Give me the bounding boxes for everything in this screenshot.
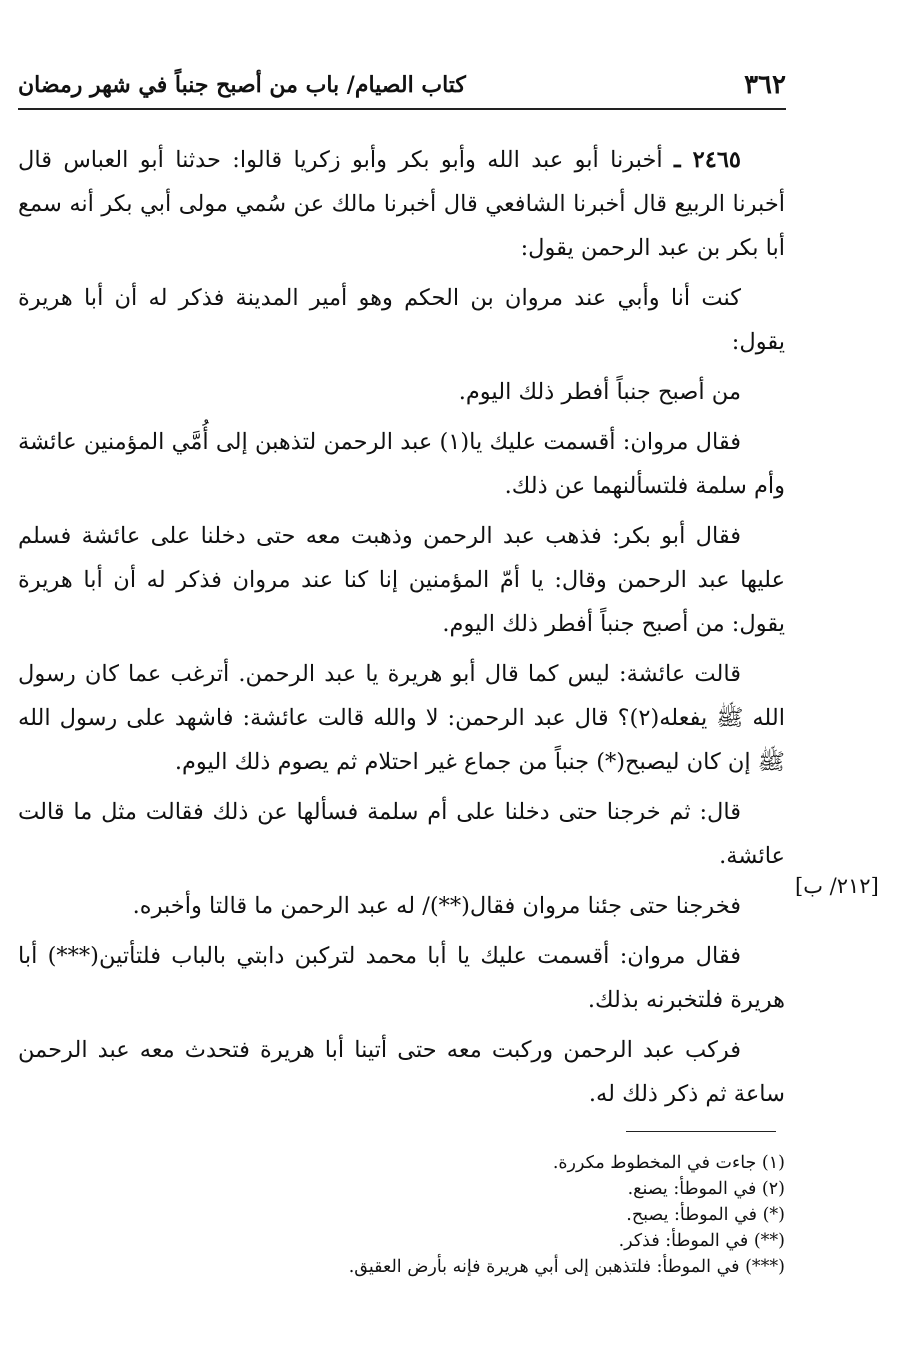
text-paragraph-1: كنت أنا وأبي عند مروان بن الحكم وهو أمير المدينة فذكر له أن أبا هريرة يقول: [18, 285, 785, 355]
manuscript-folio-note: [٢١٢/ ب] [795, 874, 879, 898]
footnote-3: (*) في الموطأ: يصبح. [626, 1205, 785, 1225]
footnote-1: (١) جاءت في المخطوط مكررة. [552, 1153, 785, 1173]
footnote-2: (٢) في الموطأ: يصنع. [627, 1179, 785, 1199]
text-paragraph-3: فقال مروان: أقسمت عليك يا(١) عبد الرحمن لتذهبن إلى أُمَّي المؤمنين عائشة وأم سلمة فلتسألنهما عن ذلك. [18, 429, 785, 499]
hadith-isnad: أخبرنا أبو عبد الله وأبو بكر وأبو زكريا قالوا: حدثنا أبو العباس قال أخبرنا الربيع قال أخبرنا الشافعي قال أخبرنا مالك عن سُمي مولى أبي بكر أنه سمع أبا بكر بن عبد الرحمن يقول: [18, 147, 785, 261]
hadith-number: ٢٤٦٥ ـ [674, 147, 741, 173]
page-number: ٣٦٢ [744, 70, 786, 100]
text-paragraph-9: فركب عبد الرحمن وركبت معه حتى أتينا أبا هريرة فتحدث معه عبد الرحمن ساعة ثم ذكر ذلك له. [18, 1037, 785, 1107]
hadith-paragraph [18, 138, 785, 270]
running-title: كتاب الصيام/ باب من أصبح جنباً في شهر رمضان [18, 72, 466, 98]
main-text [18, 138, 785, 1122]
text-paragraph-4: فقال أبو بكر: فذهب عبد الرحمن وذهبت معه حتى دخلنا على عائشة فسلم عليها عبد الرحمن وقال: يا أمّ المؤمنين إنا كنا عند مروان فذكر له أن أبا هريرة يقول: من أصبح جنباً أفطر ذلك اليوم. [18, 523, 785, 637]
footnote-5: (***) في الموطأ: فلتذهبن إلى أبي هريرة فإنه بأرض العقيق. [348, 1257, 785, 1277]
footnote-separator [626, 1131, 776, 1132]
footnotes [300, 1150, 785, 1280]
text-paragraph-5: قالت عائشة: ليس كما قال أبو هريرة يا عبد الرحمن. أترغب عما كان رسول الله ﷺ يفعله(٢)؟ قال عبد الرحمن: لا والله قالت عائشة: فاشهد على رسول الله ﷺ إن كان ليصبح(*) جنباً من جماع غير احتلام ثم يصوم ذلك اليوم. [18, 661, 785, 775]
text-paragraph-2: من أصبح جنباً أفطر ذلك اليوم. [458, 379, 741, 405]
text-paragraph-6: قال: ثم خرجنا حتى دخلنا على أم سلمة فسألها عن ذلك فقالت مثل ما قالت عائشة. [18, 799, 785, 869]
footnote-4: (**) في الموطأ: فذكر. [618, 1231, 785, 1251]
page-header [18, 58, 786, 110]
text-paragraph-8: فقال مروان: أقسمت عليك يا أبا محمد لتركبن دابتي بالباب فلتأتين(***) أبا هريرة فلتخبرنه بذلك. [18, 943, 785, 1013]
text-paragraph-7: فخرجنا حتى جئنا مروان فقال(**)/ له عبد الرحمن ما قالتا وأخبره. [132, 893, 741, 919]
